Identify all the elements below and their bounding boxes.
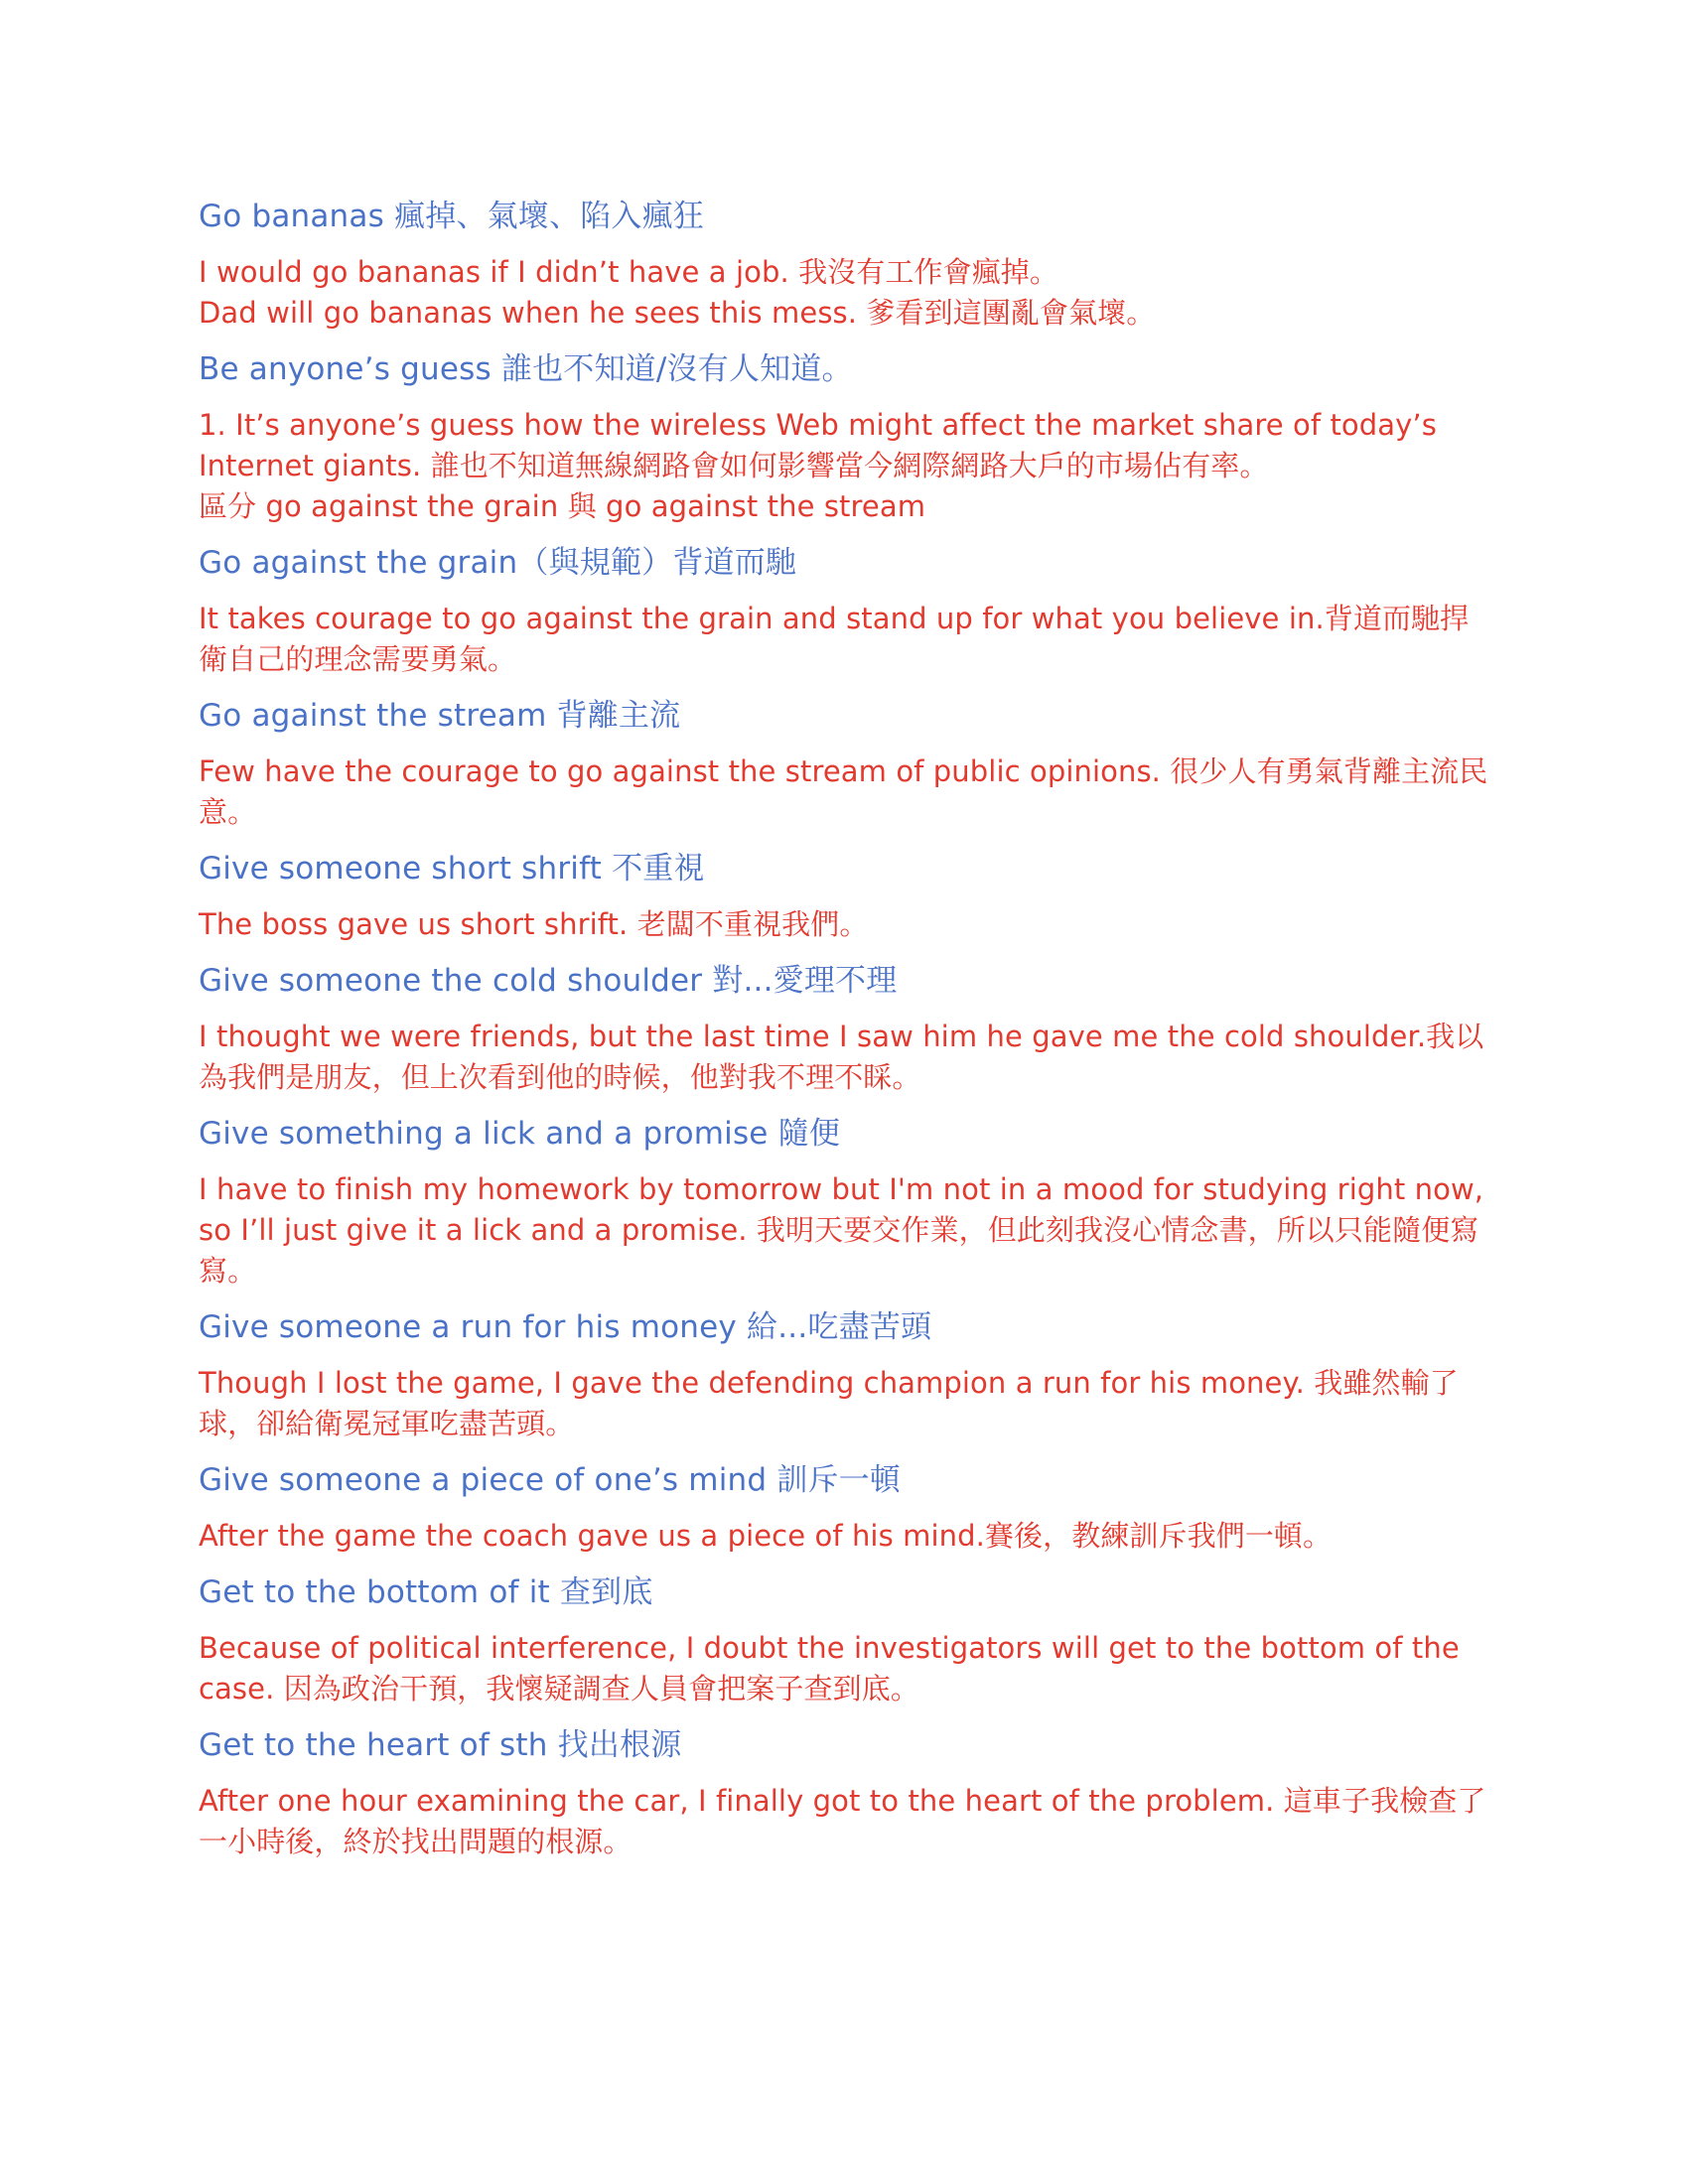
idiom-heading: Give someone the cold shoulder 對...愛理不理: [199, 963, 898, 999]
idiom-entry: [199, 1458, 1489, 1557]
example-sentence: Few have the courage to go against the stream of public opinions. 很少人有勇氣背離主流民意。: [199, 754, 1488, 829]
example-sentence: 1. It’s anyone’s guess how the wireless Web might affect the market share of today’s Internet giants. 誰也不知道無線網路會如何影響當今網際網路大戶的市場佔有率。: [199, 408, 1437, 482]
example-sentence: I thought we were friends, but the last time I saw him he gave me the cold shoulder.我以為我們是朋友，但上次看到他的時候，他對我不理不睬。: [199, 1020, 1484, 1094]
idiom-heading: Give something a lick and a promise 隨便: [199, 1116, 841, 1152]
idiom-entry: [199, 959, 1489, 1098]
example-sentence: The boss gave us short shrift. 老闆不重視我們。: [199, 907, 869, 941]
idiom-entry: [199, 1112, 1489, 1292]
example-sentence: After the game the coach gave us a piece of his mind.賽後，教練訓斥我們一頓。: [199, 1519, 1333, 1553]
idiom-heading: Give someone short shrift 不重視: [199, 851, 705, 887]
idiom-heading: Go against the grain（與規範）背道而馳: [199, 545, 797, 581]
idiom-entry: [199, 347, 1489, 527]
example-sentence: Though I lost the game, I gave the defending champion a run for his money. 我雖然輸了球，卻給衛冕冠軍吃盡苦頭。: [199, 1366, 1459, 1440]
usage-note: 區分 go against the grain 與 go against the stream: [199, 489, 926, 523]
idiom-entry: [199, 541, 1489, 680]
idiom-entry: [199, 1570, 1489, 1709]
idiom-list: [199, 195, 1489, 1862]
example-sentence: I have to finish my homework by tomorrow but I'm not in a mood for studying right now, so I’ll just give it a lick and a promise. 我明天要交作業，但此刻我沒心情念書，所以只能隨便寫寫。: [199, 1172, 1484, 1288]
example-sentence: I would go bananas if I didn’t have a job. 我沒有工作會瘋掉。: [199, 255, 1058, 289]
idiom-heading: Get to the heart of sth 找出根源: [199, 1727, 682, 1763]
idiom-entry: [199, 1723, 1489, 1862]
example-sentence: After one hour examining the car, I finally got to the heart of the problem. 這車子我檢查了一小時後，終於找出問題的根源。: [199, 1784, 1486, 1858]
idiom-heading: Be anyone’s guess 誰也不知道/沒有人知道。: [199, 351, 853, 387]
idiom-heading: Go bananas 瘋掉、氣壞、陷入瘋狂: [199, 199, 705, 234]
idiom-entry: [199, 1305, 1489, 1444]
idiom-entry: [199, 847, 1489, 945]
example-sentence: It takes courage to go against the grain and stand up for what you believe in.背道而馳捍衛自己的理念需要勇氣。: [199, 602, 1470, 676]
idiom-heading: Give someone a piece of one’s mind 訓斥一頓: [199, 1462, 902, 1498]
idiom-heading: Get to the bottom of it 查到底: [199, 1574, 653, 1610]
example-sentence: Dad will go bananas when he sees this mess. 爹看到這團亂會氣壞。: [199, 296, 1156, 330]
idiom-entry: [199, 195, 1489, 334]
idiom-heading: Give someone a run for his money 給...吃盡苦頭: [199, 1309, 932, 1345]
idiom-heading: Go against the stream 背離主流: [199, 698, 681, 734]
idiom-entry: [199, 694, 1489, 833]
example-sentence: Because of political interference, I doubt the investigators will get to the bottom of the case. 因為政治干預，我懷疑調查人員會把案子查到底。: [199, 1631, 1460, 1706]
